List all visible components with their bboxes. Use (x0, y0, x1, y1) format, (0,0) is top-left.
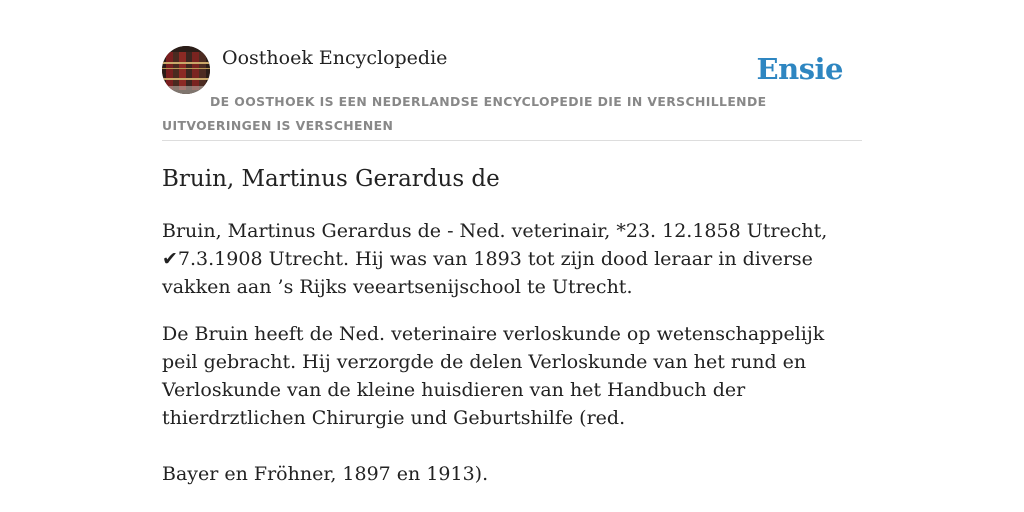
site-header (162, 46, 862, 141)
site-title[interactable]: Oosthoek Encyclopedie (222, 47, 448, 69)
brand-logo[interactable]: Ensie (756, 52, 843, 86)
article (162, 162, 862, 488)
site-tagline: DE OOSTHOEK IS EEN NEDERLANDSE ENCYCLOPEDIE DIE IN VERSCHILLENDE UITVOERINGEN IS VERSCHENEN (162, 94, 767, 133)
article-paragraph: Bruin, Martinus Gerardus de - Ned. veterinair, *23. 12.1858 Utrecht, ✔7.3.1908 Utrecht. Hij was van 1893 tot zijn dood leraar in diverse vakken aan ’s Rijks veeartsenijschool te Utrecht. (162, 220, 828, 298)
article-paragraph: Bayer en Fröhner, 1897 en 1913). (162, 463, 489, 485)
books-icon (162, 46, 210, 94)
article-title: Bruin, Martinus Gerardus de (162, 166, 500, 192)
article-paragraph: De Bruin heeft de Ned. veterinaire verloskunde op wetenschappelijk peil gebracht. Hij verzorgde de delen Verloskunde van het rund en Verloskunde van de kleine huisdieren van het Handbuch der thierdrztlichen Chirurgie und Geburtshilfe (red. (162, 323, 825, 429)
site-avatar[interactable] (162, 46, 210, 94)
